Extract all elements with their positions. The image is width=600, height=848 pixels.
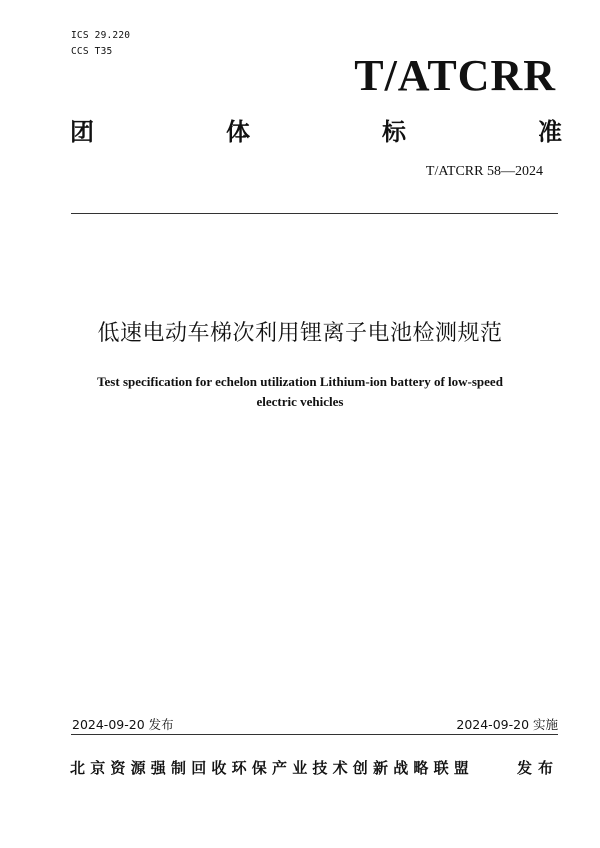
bottom-divider xyxy=(71,734,558,735)
standard-type-heading xyxy=(70,118,562,146)
ics-code: ICS 29.220 xyxy=(71,30,131,41)
standard-type-char: 体 xyxy=(226,118,250,146)
organization-code-logo: T/ATCRR xyxy=(354,51,556,100)
title-chinese: 低速电动车梯次利用锂离子电池检测规范 xyxy=(97,321,503,346)
title-english-line-1: Test specification for echelon utilization Lithium-ion battery of low-speed xyxy=(97,374,503,389)
title-english-line-2: electric vehicles xyxy=(256,394,344,409)
title-english xyxy=(40,372,560,412)
publisher-name: 北京资源强制回收环保产业技术创新战略联盟 xyxy=(70,759,475,777)
standard-type-char: 标 xyxy=(382,118,406,146)
publish-label: 发布 xyxy=(517,759,560,777)
implement-date: 2024-09-20 实施 xyxy=(456,717,558,732)
publish-date: 2024-09-20 发布 xyxy=(72,717,174,732)
standard-type-char: 团 xyxy=(70,118,94,146)
top-divider xyxy=(71,213,558,214)
ccs-code: CCS T35 xyxy=(71,46,113,57)
standard-number: T/ATCRR 58—2024 xyxy=(425,164,543,179)
standard-type-char: 准 xyxy=(538,118,562,146)
